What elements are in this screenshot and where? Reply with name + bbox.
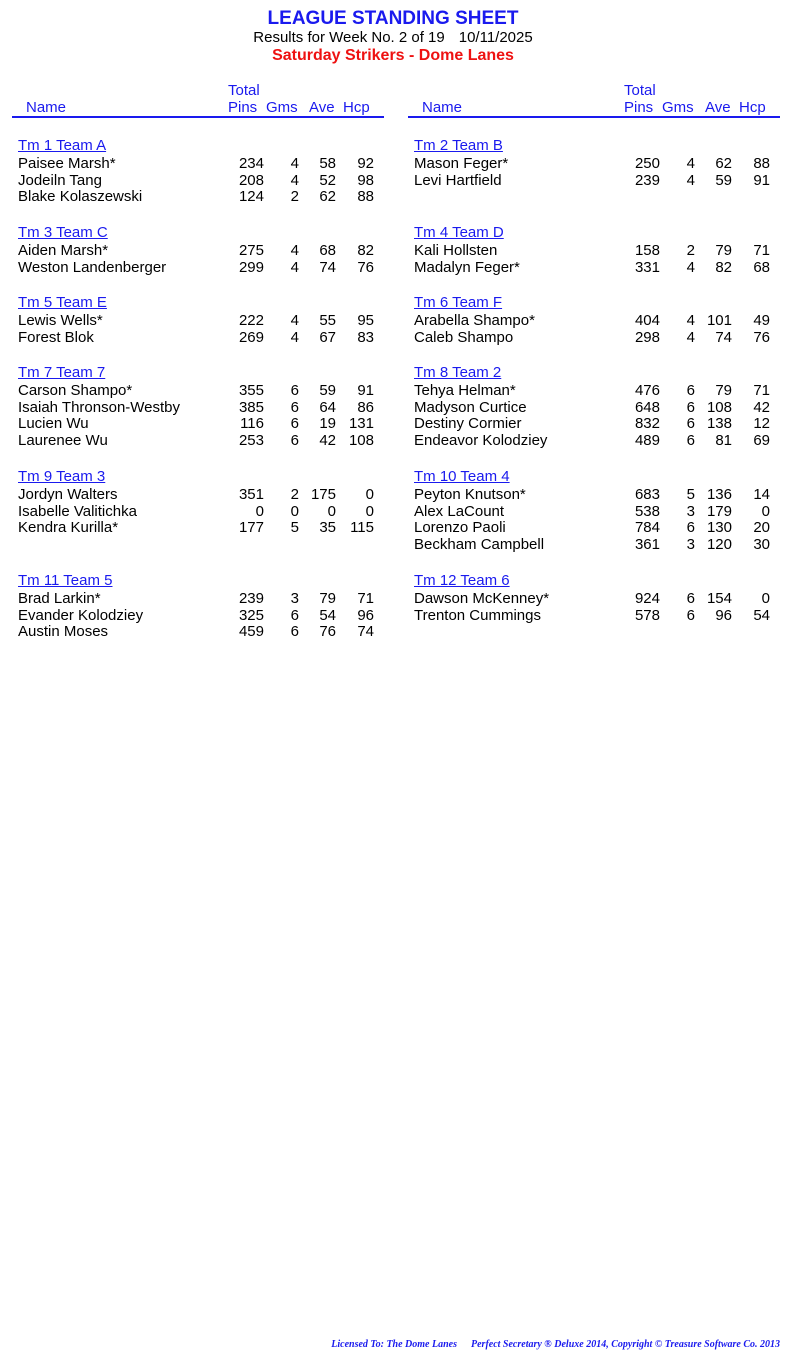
- bowler-games: 5: [290, 519, 299, 537]
- bowler-games: 6: [290, 606, 299, 624]
- bowler-row: [408, 243, 780, 260]
- bowler-average: 74: [715, 328, 732, 346]
- bowler-games: 2: [290, 486, 299, 503]
- bowler-row: [408, 416, 780, 433]
- bowler-pins: 832: [634, 415, 660, 433]
- bowler-pins: 476: [634, 382, 660, 399]
- team-name[interactable]: Tm 2 Team B: [414, 137, 503, 154]
- bowler-name: Lucien Wu: [18, 415, 89, 433]
- bowler-row: [12, 591, 384, 608]
- bowler-handicap: 83: [357, 328, 374, 346]
- bowler-handicap: 0: [761, 590, 770, 607]
- bowler-handicap: 74: [357, 623, 374, 641]
- bowler-handicap: 108: [348, 431, 374, 449]
- bowler-handicap: 30: [753, 535, 770, 553]
- bowler-name: Brad Larkin*: [18, 590, 101, 607]
- bowler-pins: 177: [238, 519, 264, 537]
- team-block: [12, 364, 384, 449]
- bowler-pins: 298: [634, 328, 660, 346]
- bowler-pins: 239: [634, 171, 660, 189]
- bowler-pins: 299: [238, 258, 264, 276]
- bowler-name: Austin Moses: [18, 623, 109, 641]
- bowler-pins: 234: [238, 155, 264, 172]
- bowler-average: 74: [319, 258, 336, 276]
- header-ave: Ave: [309, 99, 335, 116]
- bowler-name: Levi Hartfield: [414, 171, 502, 189]
- header-hcp: Hcp: [739, 99, 766, 116]
- bowler-row: [12, 608, 384, 625]
- bowler-name: Madalyn Feger*: [414, 258, 520, 276]
- bowler-row: [408, 383, 780, 400]
- team-name[interactable]: Tm 1 Team A: [18, 137, 107, 154]
- bowler-row: [408, 260, 780, 277]
- bowler-pins: 250: [634, 155, 660, 172]
- bowler-pins: 648: [634, 398, 660, 416]
- bowler-average: 62: [715, 155, 732, 172]
- bowler-average: 55: [319, 312, 336, 329]
- bowler-pins: 239: [238, 590, 264, 607]
- bowler-pins: 124: [238, 188, 264, 206]
- bowler-games: 4: [290, 155, 299, 172]
- bowler-name: Dawson McKenney*: [414, 590, 550, 607]
- bowler-name: Peyton Knutson*: [414, 486, 526, 503]
- bowler-average: 35: [319, 519, 336, 537]
- bowler-handicap: 0: [365, 502, 374, 520]
- bowler-average: 52: [319, 171, 336, 189]
- bowler-row: [12, 330, 384, 347]
- bowler-average: 130: [706, 519, 732, 537]
- team-name[interactable]: Tm 4 Team D: [414, 224, 504, 241]
- bowler-average: 138: [706, 415, 732, 433]
- bowler-name: Mason Feger*: [414, 155, 509, 172]
- bowler-average: 62: [319, 188, 336, 206]
- team-name[interactable]: Tm 10 Team 4: [414, 468, 510, 485]
- bowler-games: 4: [290, 312, 299, 329]
- bowler-row: [12, 520, 384, 537]
- bowler-row: [12, 624, 384, 641]
- bowler-average: 82: [715, 258, 732, 276]
- column-header: [408, 82, 780, 118]
- bowler-row: [408, 608, 780, 625]
- bowler-handicap: 42: [753, 398, 770, 416]
- bowler-average: 19: [319, 415, 336, 433]
- bowler-name: Evander Kolodziey: [18, 606, 144, 624]
- bowler-handicap: 20: [753, 519, 770, 537]
- bowler-average: 96: [715, 606, 732, 624]
- team-block: [408, 364, 780, 449]
- bowler-name: Blake Kolaszewski: [18, 188, 143, 206]
- bowler-games: 4: [290, 171, 299, 189]
- bowler-pins: 275: [238, 242, 264, 259]
- bowler-name: Tehya Helman*: [414, 382, 516, 399]
- bowler-average: 67: [319, 328, 336, 346]
- bowler-average: 101: [706, 312, 732, 329]
- bowler-games: 3: [686, 535, 695, 553]
- bowler-games: 2: [290, 188, 299, 206]
- header-pins: Pins: [228, 99, 258, 116]
- bowler-name: Destiny Cormier: [414, 415, 522, 433]
- bowler-games: 2: [686, 242, 695, 259]
- bowler-average: 64: [319, 398, 336, 416]
- bowler-name: Endeavor Kolodziey: [414, 431, 548, 449]
- bowler-row: [408, 537, 780, 554]
- bowler-row: [12, 433, 384, 450]
- header-name: Name: [422, 99, 463, 116]
- bowler-name: Madyson Curtice: [414, 398, 527, 416]
- bowler-pins: 361: [634, 535, 660, 553]
- sheet-header: [0, 8, 786, 66]
- bowler-handicap: 54: [753, 606, 770, 624]
- bowler-average: 76: [319, 623, 336, 641]
- bowler-games: 3: [290, 590, 299, 607]
- bowler-games: 6: [686, 398, 695, 416]
- bowler-row: [12, 243, 384, 260]
- bowler-handicap: 14: [753, 486, 770, 503]
- bowler-average: 179: [706, 502, 732, 520]
- bowler-average: 42: [319, 431, 336, 449]
- bowler-average: 79: [319, 590, 336, 607]
- league-name: Saturday Strikers - Dome Lanes: [272, 47, 514, 64]
- bowler-games: 4: [686, 312, 695, 329]
- bowler-handicap: 131: [348, 415, 374, 433]
- bowler-row: [12, 504, 384, 521]
- bowler-row: [12, 487, 384, 504]
- bowler-games: 4: [686, 155, 695, 172]
- bowler-games: 6: [686, 415, 695, 433]
- bowler-handicap: 76: [753, 328, 770, 346]
- bowler-name: Beckham Campbell: [414, 535, 545, 553]
- bowler-games: 6: [686, 382, 695, 399]
- bowler-games: 6: [290, 431, 299, 449]
- bowler-pins: 253: [238, 431, 264, 449]
- bowler-games: 4: [290, 328, 299, 346]
- bowler-handicap: 0: [761, 502, 770, 520]
- bowler-pins: 385: [238, 398, 264, 416]
- bowler-handicap: 68: [753, 258, 770, 276]
- team-name[interactable]: Tm 3 Team C: [18, 224, 108, 241]
- bowler-pins: 351: [238, 486, 264, 503]
- bowler-row: [12, 383, 384, 400]
- bowler-games: 3: [686, 502, 695, 520]
- bowler-average: 79: [715, 242, 732, 259]
- bowler-name: Kendra Kurilla*: [18, 519, 119, 537]
- standings-column-right: [408, 82, 780, 624]
- header-total: Total: [624, 82, 656, 99]
- bowler-average: 136: [706, 486, 732, 503]
- team-block: [408, 224, 780, 276]
- bowler-name: Trenton Cummings: [414, 606, 541, 624]
- column-header: [12, 82, 384, 118]
- team-block: [12, 224, 384, 276]
- bowler-games: 4: [290, 258, 299, 276]
- team-name[interactable]: Tm 7 Team 7: [18, 364, 106, 381]
- bowler-games: 6: [290, 415, 299, 433]
- bowler-games: 4: [290, 242, 299, 259]
- bowler-average: 59: [715, 171, 732, 189]
- header-ave: Ave: [705, 99, 731, 116]
- bowler-pins: 924: [634, 590, 660, 607]
- bowler-handicap: 0: [365, 486, 374, 503]
- copyright-notice: Perfect Secretary ® Deluxe 2014, Copyright © Treasure Software Co. 2013: [471, 1339, 780, 1350]
- bowler-row: [408, 330, 780, 347]
- bowler-handicap: 71: [753, 382, 770, 399]
- bowler-row: [12, 173, 384, 190]
- team-name[interactable]: Tm 12 Team 6: [414, 572, 510, 589]
- bowler-name: Lorenzo Paoli: [414, 519, 506, 537]
- bowler-average: 59: [319, 382, 336, 399]
- bowler-average: 154: [706, 590, 732, 607]
- bowler-row: [12, 416, 384, 433]
- bowler-name: Caleb Shampo: [414, 328, 514, 346]
- team-block: [12, 572, 384, 641]
- week-info: [0, 30, 786, 46]
- bowler-pins: 578: [634, 606, 660, 624]
- bowler-pins: 0: [255, 502, 264, 520]
- header-total: Total: [228, 82, 260, 99]
- header-name: Name: [26, 99, 67, 116]
- bowler-average: 120: [706, 535, 732, 553]
- bowler-row: [408, 504, 780, 521]
- bowler-name: Forest Blok: [18, 328, 94, 346]
- team-block: [12, 294, 384, 346]
- bowler-games: 6: [686, 519, 695, 537]
- bowler-name: Alex LaCount: [414, 502, 505, 520]
- bowler-average: 79: [715, 382, 732, 399]
- bowler-games: 6: [686, 590, 695, 607]
- bowler-games: 6: [290, 623, 299, 641]
- team-block: [408, 137, 780, 189]
- bowler-row: [12, 313, 384, 330]
- bowler-pins: 222: [238, 312, 264, 329]
- bowler-handicap: 71: [753, 242, 770, 259]
- bowler-handicap: 71: [357, 590, 374, 607]
- bowler-handicap: 115: [350, 519, 374, 537]
- bowler-row: [12, 260, 384, 277]
- bowler-name: Aiden Marsh*: [18, 242, 109, 259]
- team-block: [12, 468, 384, 537]
- bowler-row: [12, 156, 384, 173]
- bowler-games: 6: [290, 398, 299, 416]
- bowler-pins: 208: [238, 171, 264, 189]
- bowler-average: 81: [715, 431, 732, 449]
- bowler-name: Laurenee Wu: [18, 431, 108, 449]
- bowler-handicap: 88: [357, 188, 374, 206]
- bowler-pins: 404: [634, 312, 660, 329]
- bowler-row: [408, 400, 780, 417]
- bowler-games: 6: [290, 382, 299, 399]
- bowler-handicap: 98: [357, 171, 374, 189]
- bowler-name: Arabella Shampo*: [414, 312, 535, 329]
- bowler-name: Weston Landenberger: [18, 258, 167, 276]
- header-gms: Gms: [266, 99, 298, 116]
- bowler-games: 6: [686, 606, 695, 624]
- bowler-handicap: 82: [357, 242, 374, 259]
- bowler-name: Lewis Wells*: [18, 312, 103, 329]
- bowler-pins: 355: [238, 382, 264, 399]
- bowler-games: 6: [686, 431, 695, 449]
- bowler-pins: 325: [238, 606, 264, 624]
- bowler-handicap: 95: [357, 312, 374, 329]
- license-footer: [331, 1339, 780, 1350]
- team-name[interactable]: Tm 5 Team E: [18, 294, 107, 311]
- bowler-row: [12, 400, 384, 417]
- bowler-handicap: 91: [357, 382, 374, 399]
- sheet-title: LEAGUE STANDING SHEET: [267, 8, 519, 29]
- bowler-average: 0: [327, 502, 336, 520]
- team-block: [408, 294, 780, 346]
- bowler-name: Jordyn Walters: [18, 486, 118, 503]
- results-for-week: Results for Week No. 2 of 19: [253, 29, 445, 46]
- bowler-row: [408, 487, 780, 504]
- bowler-handicap: 49: [753, 312, 770, 329]
- team-block: [408, 468, 780, 553]
- team-name[interactable]: Tm 9 Team 3: [18, 468, 106, 485]
- bowler-pins: 331: [634, 258, 660, 276]
- bowler-name: Carson Shampo*: [18, 382, 133, 399]
- bowler-row: [408, 591, 780, 608]
- bowler-handicap: 88: [753, 155, 770, 172]
- bowler-name: Jodeiln Tang: [18, 171, 102, 189]
- bowler-games: 4: [686, 171, 695, 189]
- bowler-handicap: 12: [753, 415, 770, 433]
- team-name[interactable]: Tm 11 Team 5: [18, 572, 113, 589]
- bowler-handicap: 96: [357, 606, 374, 624]
- bowler-row: [12, 189, 384, 206]
- bowler-name: Paisee Marsh*: [18, 155, 116, 172]
- team-name[interactable]: Tm 8 Team 2: [414, 364, 502, 381]
- bowler-row: [408, 173, 780, 190]
- bowler-row: [408, 156, 780, 173]
- bowler-name: Isabelle Valitichka: [18, 502, 137, 520]
- bowler-average: 175: [310, 486, 336, 503]
- bowler-handicap: 86: [357, 398, 374, 416]
- bowler-name: Isaiah Thronson-Westby: [18, 398, 181, 416]
- team-name[interactable]: Tm 6 Team F: [414, 294, 503, 311]
- bowler-pins: 784: [634, 519, 660, 537]
- bowler-handicap: 92: [357, 155, 374, 172]
- standings-column-left: [12, 82, 384, 641]
- header-pins: Pins: [624, 99, 654, 116]
- bowler-average: 108: [706, 398, 732, 416]
- sheet-date: 10/11/2025: [458, 29, 533, 46]
- licensed-to: Licensed To: The Dome Lanes: [331, 1339, 457, 1350]
- bowler-games: 4: [686, 328, 695, 346]
- header-gms: Gms: [662, 99, 694, 116]
- bowler-average: 58: [319, 155, 336, 172]
- bowler-pins: 538: [634, 502, 660, 520]
- bowler-pins: 158: [634, 242, 660, 259]
- bowler-pins: 269: [238, 328, 264, 346]
- header-hcp: Hcp: [343, 99, 370, 116]
- bowler-pins: 459: [238, 623, 264, 641]
- bowler-row: [408, 520, 780, 537]
- team-block: [12, 137, 384, 206]
- bowler-pins: 683: [634, 486, 660, 503]
- bowler-handicap: 76: [357, 258, 374, 276]
- bowler-row: [408, 433, 780, 450]
- team-block: [408, 572, 780, 624]
- bowler-pins: 116: [240, 415, 264, 433]
- bowler-average: 68: [319, 242, 336, 259]
- bowler-games: 0: [290, 502, 299, 520]
- bowler-name: Kali Hollsten: [414, 242, 498, 259]
- bowler-row: [408, 313, 780, 330]
- bowler-pins: 489: [634, 431, 660, 449]
- bowler-games: 5: [686, 486, 695, 503]
- bowler-handicap: 91: [753, 171, 770, 189]
- bowler-games: 4: [686, 258, 695, 276]
- bowler-average: 54: [319, 606, 336, 624]
- bowler-handicap: 69: [753, 431, 770, 449]
